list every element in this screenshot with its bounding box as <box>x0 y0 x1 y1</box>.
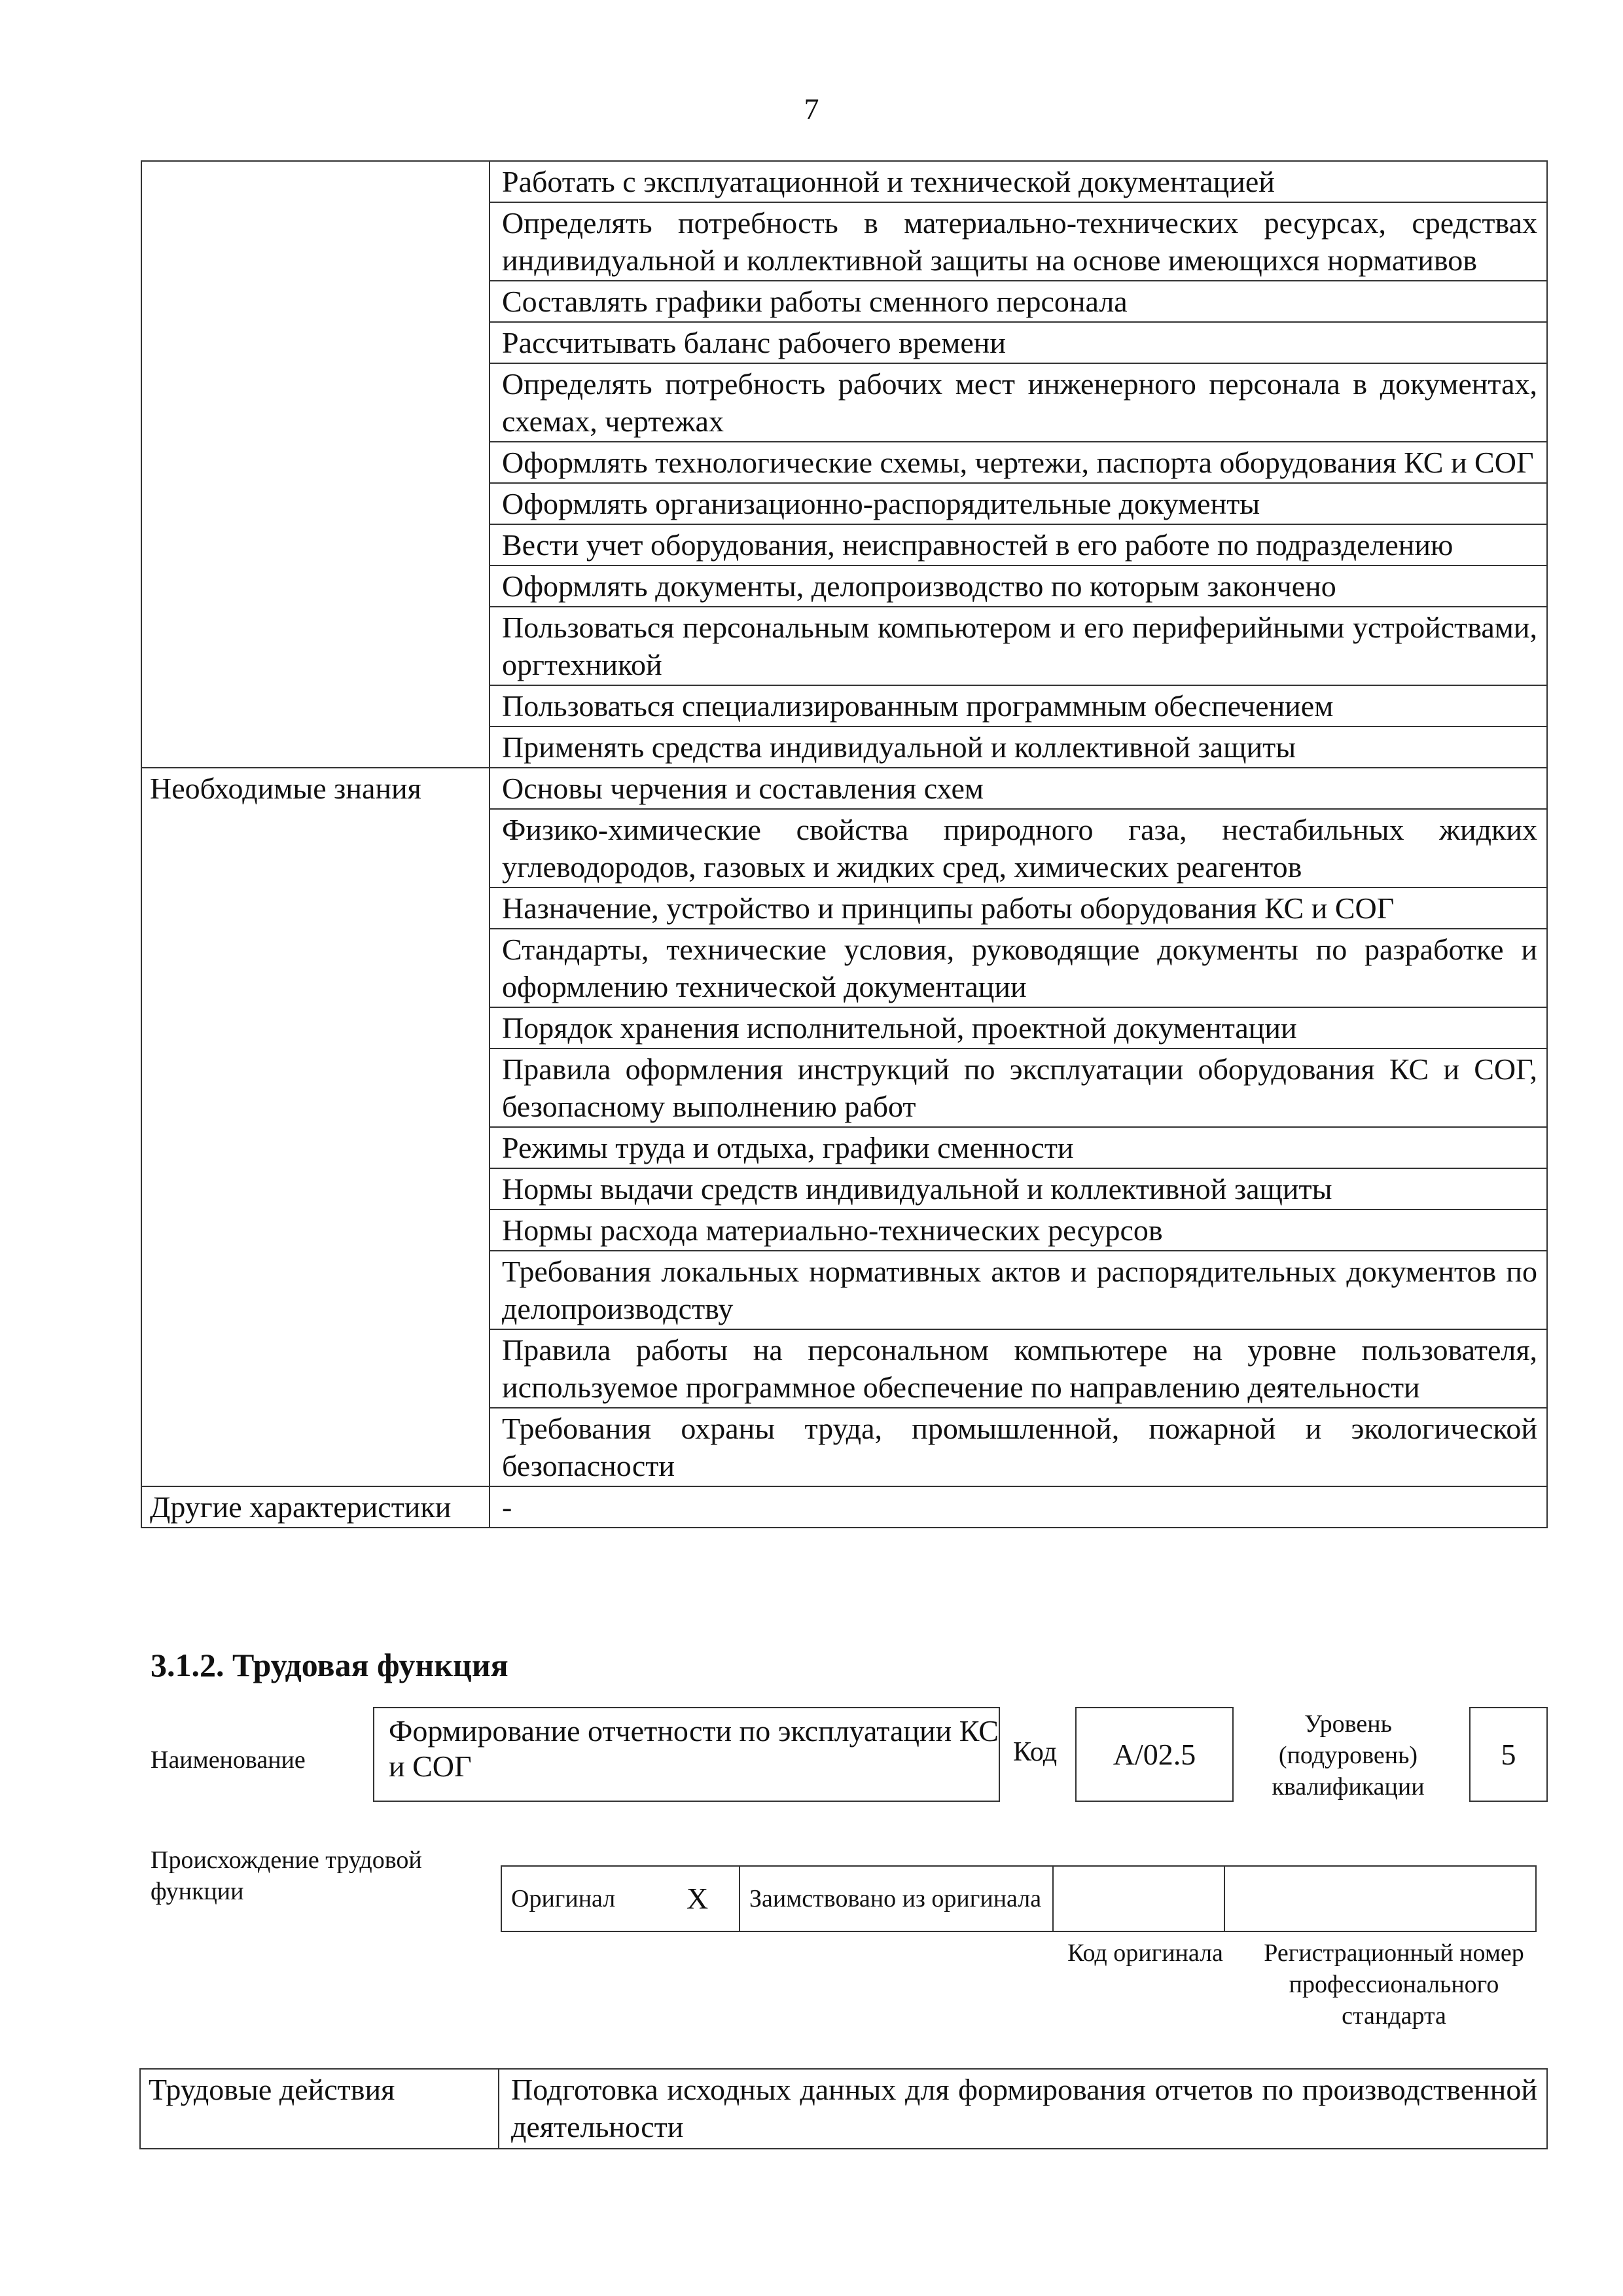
knowledge-item: Правила работы на персональном компьютере на уровне пользователя, используемое программное обеспечение по направлению деятельности <box>490 1329 1547 1408</box>
knowledge-item: Нормы выдачи средств индивидуальной и коллективной защиты <box>490 1168 1547 1210</box>
knowledge-label: Необходимые знания <box>141 768 490 1486</box>
actions-label: Трудовые действия <box>140 2069 499 2149</box>
table-row <box>141 768 1547 809</box>
origin-table <box>501 1865 1537 1932</box>
knowledge-item: Основы черчения и составления схем <box>490 768 1547 809</box>
skills-knowledge-table <box>141 160 1548 1528</box>
skill-item: Составлять графики работы сменного персонала <box>490 281 1547 322</box>
original-label: Оригинал <box>501 1866 677 1931</box>
knowledge-item: Стандарты, технические условия, руководящие документы по разработке и оформлению технической документации <box>490 929 1547 1007</box>
name-label: Наименование <box>151 1746 306 1774</box>
skill-item: Работать с эксплуатационной и технической документацией <box>490 161 1547 202</box>
page-number: 7 <box>804 92 819 126</box>
section-title: 3.1.2. Трудовая функция <box>151 1647 508 1683</box>
knowledge-item: Правила оформления инструкций по эксплуатации оборудования КС и СОГ, безопасному выполнению работ <box>490 1049 1547 1127</box>
table-row <box>501 1866 1536 1931</box>
skills-label-cell <box>141 161 490 768</box>
other-characteristics-label: Другие характеристики <box>141 1486 490 1528</box>
code-value-box: А/02.5 <box>1075 1707 1234 1802</box>
skill-item: Оформлять технологические схемы, чертежи, паспорта оборудования КС и СОГ <box>490 442 1547 483</box>
borrowed-label: Заимствовано из оригинала <box>740 1866 1053 1931</box>
registration-number-cell <box>1224 1866 1536 1931</box>
knowledge-item: Порядок хранения исполнительной, проектной документации <box>490 1007 1547 1049</box>
level-label: Уровень (подуровень) квалификации <box>1272 1710 1425 1801</box>
skill-item: Рассчитывать баланс рабочего времени <box>490 322 1547 363</box>
skill-item: Оформлять документы, делопроизводство по которым закончено <box>490 565 1547 607</box>
registration-number-caption: Регистрационный номер профессионального стандарта <box>1264 1939 1524 2030</box>
skill-item: Применять средства индивидуальной и коллективной защиты <box>490 726 1547 768</box>
knowledge-item: Физико-химические свойства природного газа, нестабильных жидких углеводородов, газовых и жидких сред, химических реагентов <box>490 809 1547 888</box>
level-value-box: 5 <box>1469 1707 1548 1802</box>
code-label: Код <box>1013 1737 1058 1767</box>
knowledge-item: Нормы расхода материально-технических ресурсов <box>490 1210 1547 1251</box>
skill-item: Определять потребность в материально-технических ресурсах, средствах индивидуальной и коллективной защиты на основе имеющихся нормативов <box>490 202 1547 281</box>
original-code-cell <box>1053 1866 1224 1931</box>
other-characteristics-value: - <box>490 1486 1547 1528</box>
skill-item: Определять потребность рабочих мест инженерного персонала в документах, схемах, чертежах <box>490 363 1547 442</box>
original-code-caption: Код оригинала <box>1067 1939 1223 1967</box>
skill-item: Оформлять организационно-распорядительные документы <box>490 483 1547 524</box>
table-row <box>141 161 1547 202</box>
knowledge-item: Назначение, устройство и принципы работы оборудования КС и СОГ <box>490 888 1547 929</box>
table-row <box>141 1486 1547 1528</box>
skill-item: Вести учет оборудования, неисправностей в его работе по подразделению <box>490 524 1547 565</box>
original-mark: X <box>677 1866 740 1931</box>
knowledge-item: Режимы труда и отдыха, графики сменности <box>490 1127 1547 1168</box>
knowledge-item: Требования локальных нормативных актов и распорядительных документов по делопроизводству <box>490 1251 1547 1329</box>
skill-item: Пользоваться персональным компьютером и его периферийными устройствами, оргтехникой <box>490 607 1547 685</box>
table-row <box>140 2069 1547 2149</box>
knowledge-item: Требования охраны труда, промышленной, пожарной и экологической безопасности <box>490 1408 1547 1486</box>
skill-item: Пользоваться специализированным программным обеспечением <box>490 685 1547 726</box>
actions-table <box>139 2068 1548 2149</box>
actions-value: Подготовка исходных данных для формирования отчетов по производственной деятельности <box>499 2069 1547 2149</box>
origin-label: Происхождение трудовой функции <box>151 1846 422 1905</box>
function-name-box: Формирование отчетности по эксплуатации КС и СОГ <box>373 1707 1000 1802</box>
